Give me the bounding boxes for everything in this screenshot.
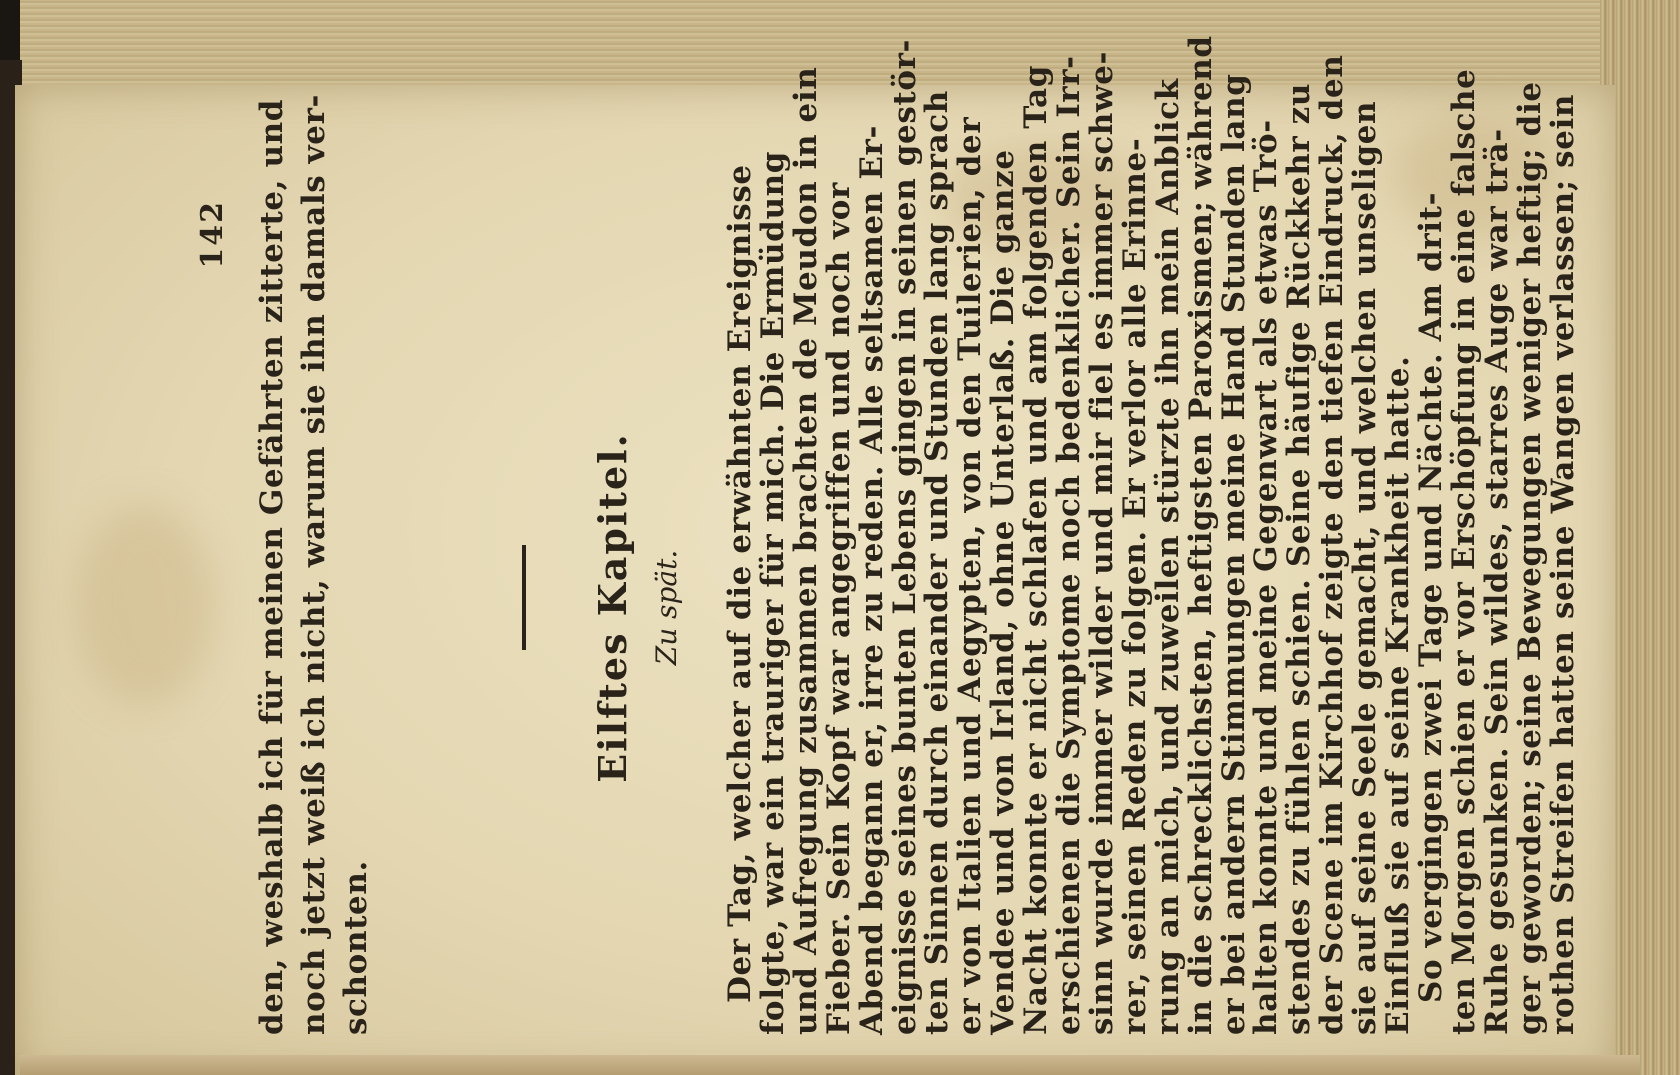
text-line: folgte, war ein trauriger für mich. Die Ermüdung xyxy=(754,150,791,1035)
text-line: noch jetzt weiß ich nicht, warum sie ihn damals ver- xyxy=(296,94,332,1035)
text-line: ten Sinnen durch einander und Stunden lang sprach xyxy=(919,90,956,1035)
section-rule xyxy=(522,545,526,650)
text-line: Abend begann er, irre zu reden. Alle seltsamen Er- xyxy=(853,125,890,1035)
text-line: ten Morgen schien er vor Erschöpfung in eine falsche xyxy=(1445,68,1482,1035)
text-line: in die schrecklichsten, heftigsten Paroxismen; während xyxy=(1182,35,1219,1035)
text-line: Der Tag, welcher auf die erwähnten Ereignisse xyxy=(722,164,758,1003)
text-line: er von Italien und Aegypten, von den Tuilerien, der xyxy=(952,116,989,1035)
text-line: halten konnte und meine Gegenwart als etwas Trö- xyxy=(1248,119,1285,1035)
page-text-rotated xyxy=(195,35,1581,1035)
text-line: So vergingen zwei Tage und Nächte. Am drit- xyxy=(1412,191,1449,1003)
text-line: der Scene im Kirchhof zeigte den tiefen Eindruck, den xyxy=(1314,54,1351,1035)
page-number: 142 xyxy=(195,200,230,269)
text-line: und Aufregung zusammen brachten de Meudon in ein xyxy=(787,66,824,1035)
text-line: schonten. xyxy=(338,860,374,1035)
text-line: Einfluß sie auf seine Krankheit hatte. xyxy=(1380,355,1416,1035)
text-line: Nacht konnte er nicht schlafen und am folgenden Tag xyxy=(1018,65,1055,1035)
text-line: erschienen die Symptome noch bedenklicher. Sein Irr- xyxy=(1051,55,1087,1035)
chapter-subtitle: Zu spät. xyxy=(650,549,683,666)
text-line: rung an mich, und zuweilen stürzte ihn mein Anblick xyxy=(1149,78,1186,1035)
text-line: stendes zu fühlen schien. Seine häufige Rückkehr zu xyxy=(1281,82,1318,1035)
text-line: Vendee und von Irland, ohne Unterlaß. Die ganze xyxy=(985,149,1022,1035)
page-edges-top xyxy=(20,0,1640,97)
text-line: sinn wurde immer wilder und mir fiel es immer schwe- xyxy=(1083,50,1120,1035)
text-line: eignisse seines bunten Lebens gingen in seinen gestör- xyxy=(886,38,923,1035)
text-line: sie auf seine Seele gemacht, und welchen unseligen xyxy=(1347,100,1384,1035)
page-edges-bottom xyxy=(20,1055,1640,1075)
text-line: den, weshalb ich für meinen Gefährten zitterte, und xyxy=(254,98,290,1035)
text-line: rothen Streifen hatten seine Wangen verlassen; sein xyxy=(1544,93,1581,1035)
text-line: Fieber. Sein Kopf war angegriffen und noch vor xyxy=(820,182,857,1035)
text-line: Ruhe gesunken. Sein wildes, starres Auge war trä- xyxy=(1478,128,1515,1035)
paper-stain xyxy=(75,505,215,705)
text-line: rer, seinen Reden zu folgen. Er verlor alle Erinne- xyxy=(1116,137,1153,1035)
chapter-title: Eilftes Kapitel. xyxy=(590,432,635,783)
text-line: ger geworden; seine Bewegungen weniger heftig; die xyxy=(1511,81,1548,1035)
text-line: er bei andern Stimmungen meine Hand Stunden lang xyxy=(1215,73,1252,1035)
